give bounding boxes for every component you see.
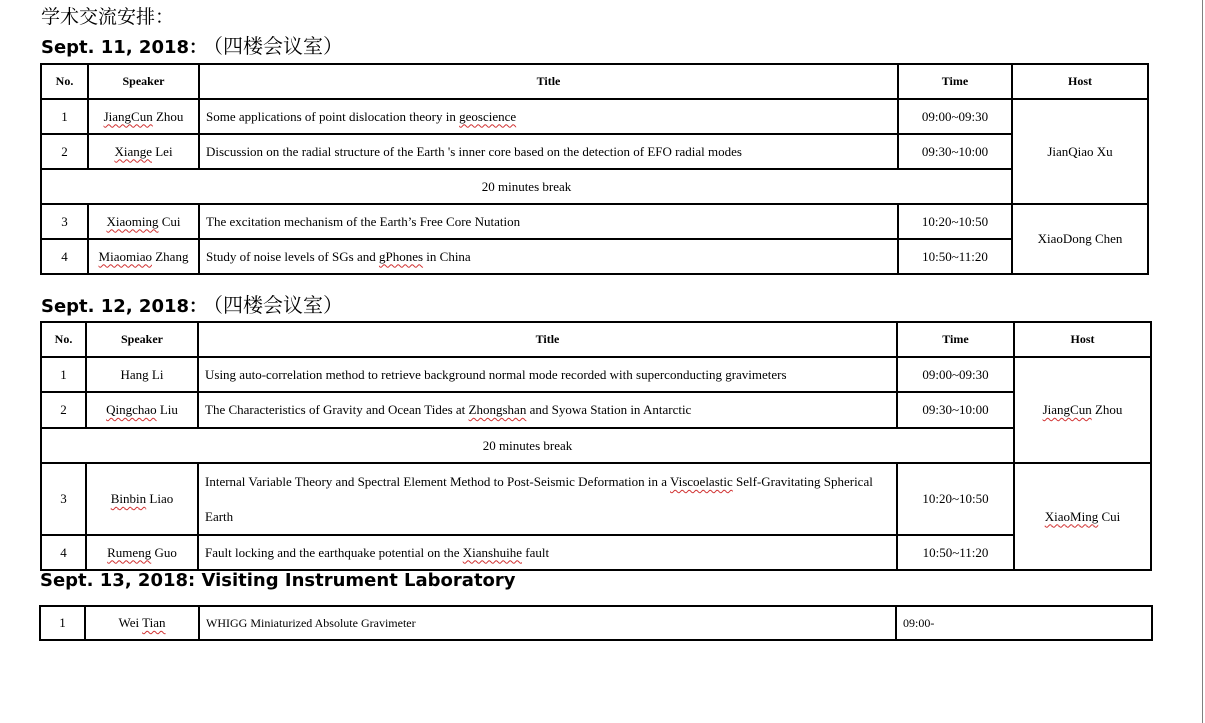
row-time: 10:50~11:20 <box>897 535 1014 570</box>
row-no: 2 <box>41 134 88 169</box>
row-no: 3 <box>41 463 86 535</box>
header-speaker: Speaker <box>86 322 198 357</box>
day3-schedule-table <box>39 605 1153 641</box>
row-no: 4 <box>41 535 86 570</box>
row-time: 09:00- <box>896 606 1152 640</box>
row-host: XiaoMing Cui <box>1014 463 1151 570</box>
row-title: Fault locking and the earthquake potential on the Xianshuihe fault <box>198 535 897 570</box>
day1-date: Sept. 11, 2018： <box>41 37 208 58</box>
row-title: Discussion on the radial structure of the Earth 's inner core based on the detection of EFO radial modes <box>199 134 898 169</box>
row-time: 09:30~10:00 <box>897 392 1014 428</box>
header-host: Host <box>1014 322 1151 357</box>
row-title: WHIGG Miniaturized Absolute Gravimeter <box>199 606 896 640</box>
row-no: 4 <box>41 239 88 274</box>
table-header-row <box>41 64 1148 99</box>
header-no: No. <box>41 64 88 99</box>
break-row <box>41 428 1151 463</box>
break-label: 20 minutes break <box>41 169 1012 204</box>
row-speaker: JiangCun Zhou <box>88 99 199 134</box>
row-title: The Characteristics of Gravity and Ocean Tides at Zhongshan and Syowa Station in Antarctic <box>198 392 897 428</box>
header-title: Title <box>199 64 898 99</box>
table-row <box>41 99 1148 134</box>
table-row <box>41 204 1148 239</box>
row-speaker: Miaomiao Zhang <box>88 239 199 274</box>
row-title: Some applications of point dislocation theory in geoscience <box>199 99 898 134</box>
table-row <box>41 392 1151 428</box>
day1-heading <box>41 30 343 59</box>
table-row <box>40 606 1152 640</box>
row-host: JiangCun Zhou <box>1014 357 1151 463</box>
break-label: 20 minutes break <box>41 428 1014 463</box>
document-title: 学术交流安排： <box>41 6 175 28</box>
row-time: 10:20~10:50 <box>897 463 1014 535</box>
row-no: 1 <box>41 357 86 392</box>
table-header-row <box>41 322 1151 357</box>
row-speaker: Xiange Lei <box>88 134 199 169</box>
header-no: No. <box>41 322 86 357</box>
row-speaker: Rumeng Guo <box>86 535 198 570</box>
table-row <box>41 535 1151 570</box>
row-title: Study of noise levels of SGs and gPhones in China <box>199 239 898 274</box>
row-title: Using auto-correlation method to retrieve background normal mode recorded with superconducting gravimeters <box>198 357 897 392</box>
header-speaker: Speaker <box>88 64 199 99</box>
table-row <box>41 357 1151 392</box>
day2-date: Sept. 12, 2018： <box>41 296 208 317</box>
row-time: 09:30~10:00 <box>898 134 1012 169</box>
header-time: Time <box>898 64 1012 99</box>
header-time: Time <box>897 322 1014 357</box>
row-no: 3 <box>41 204 88 239</box>
row-time: 10:50~11:20 <box>898 239 1012 274</box>
row-no: 2 <box>41 392 86 428</box>
row-no: 1 <box>40 606 85 640</box>
row-title: The excitation mechanism of the Earth’s Free Core Nutation <box>199 204 898 239</box>
row-host: JianQiao Xu <box>1012 99 1148 204</box>
day2-location: （四楼会议室） <box>213 293 344 317</box>
page-right-border <box>1202 0 1203 723</box>
row-time: 09:00~09:30 <box>898 99 1012 134</box>
day1-schedule-table <box>40 63 1149 275</box>
row-speaker: Xiaoming Cui <box>88 204 199 239</box>
table-row <box>41 463 1151 535</box>
day2-schedule-table <box>40 321 1152 571</box>
day1-location: （四楼会议室） <box>213 34 344 58</box>
table-row <box>41 134 1148 169</box>
row-time: 10:20~10:50 <box>898 204 1012 239</box>
row-title: Internal Variable Theory and Spectral Element Method to Post-Seismic Deformation in a Viscoelastic Self-Gravitating Spherical Earth <box>198 463 897 535</box>
row-speaker: Wei Tian <box>85 606 199 640</box>
row-speaker: Qingchao Liu <box>86 392 198 428</box>
row-speaker: Hang Li <box>86 357 198 392</box>
day3-heading: Sept. 13, 2018: Visiting Instrument Laboratory <box>40 570 516 591</box>
row-no: 1 <box>41 99 88 134</box>
row-host: XiaoDong Chen <box>1012 204 1148 274</box>
day2-heading <box>41 289 343 318</box>
row-time: 09:00~09:30 <box>897 357 1014 392</box>
header-host: Host <box>1012 64 1148 99</box>
row-speaker: Binbin Liao <box>86 463 198 535</box>
header-title: Title <box>198 322 897 357</box>
table-row <box>41 239 1148 274</box>
break-row <box>41 169 1148 204</box>
